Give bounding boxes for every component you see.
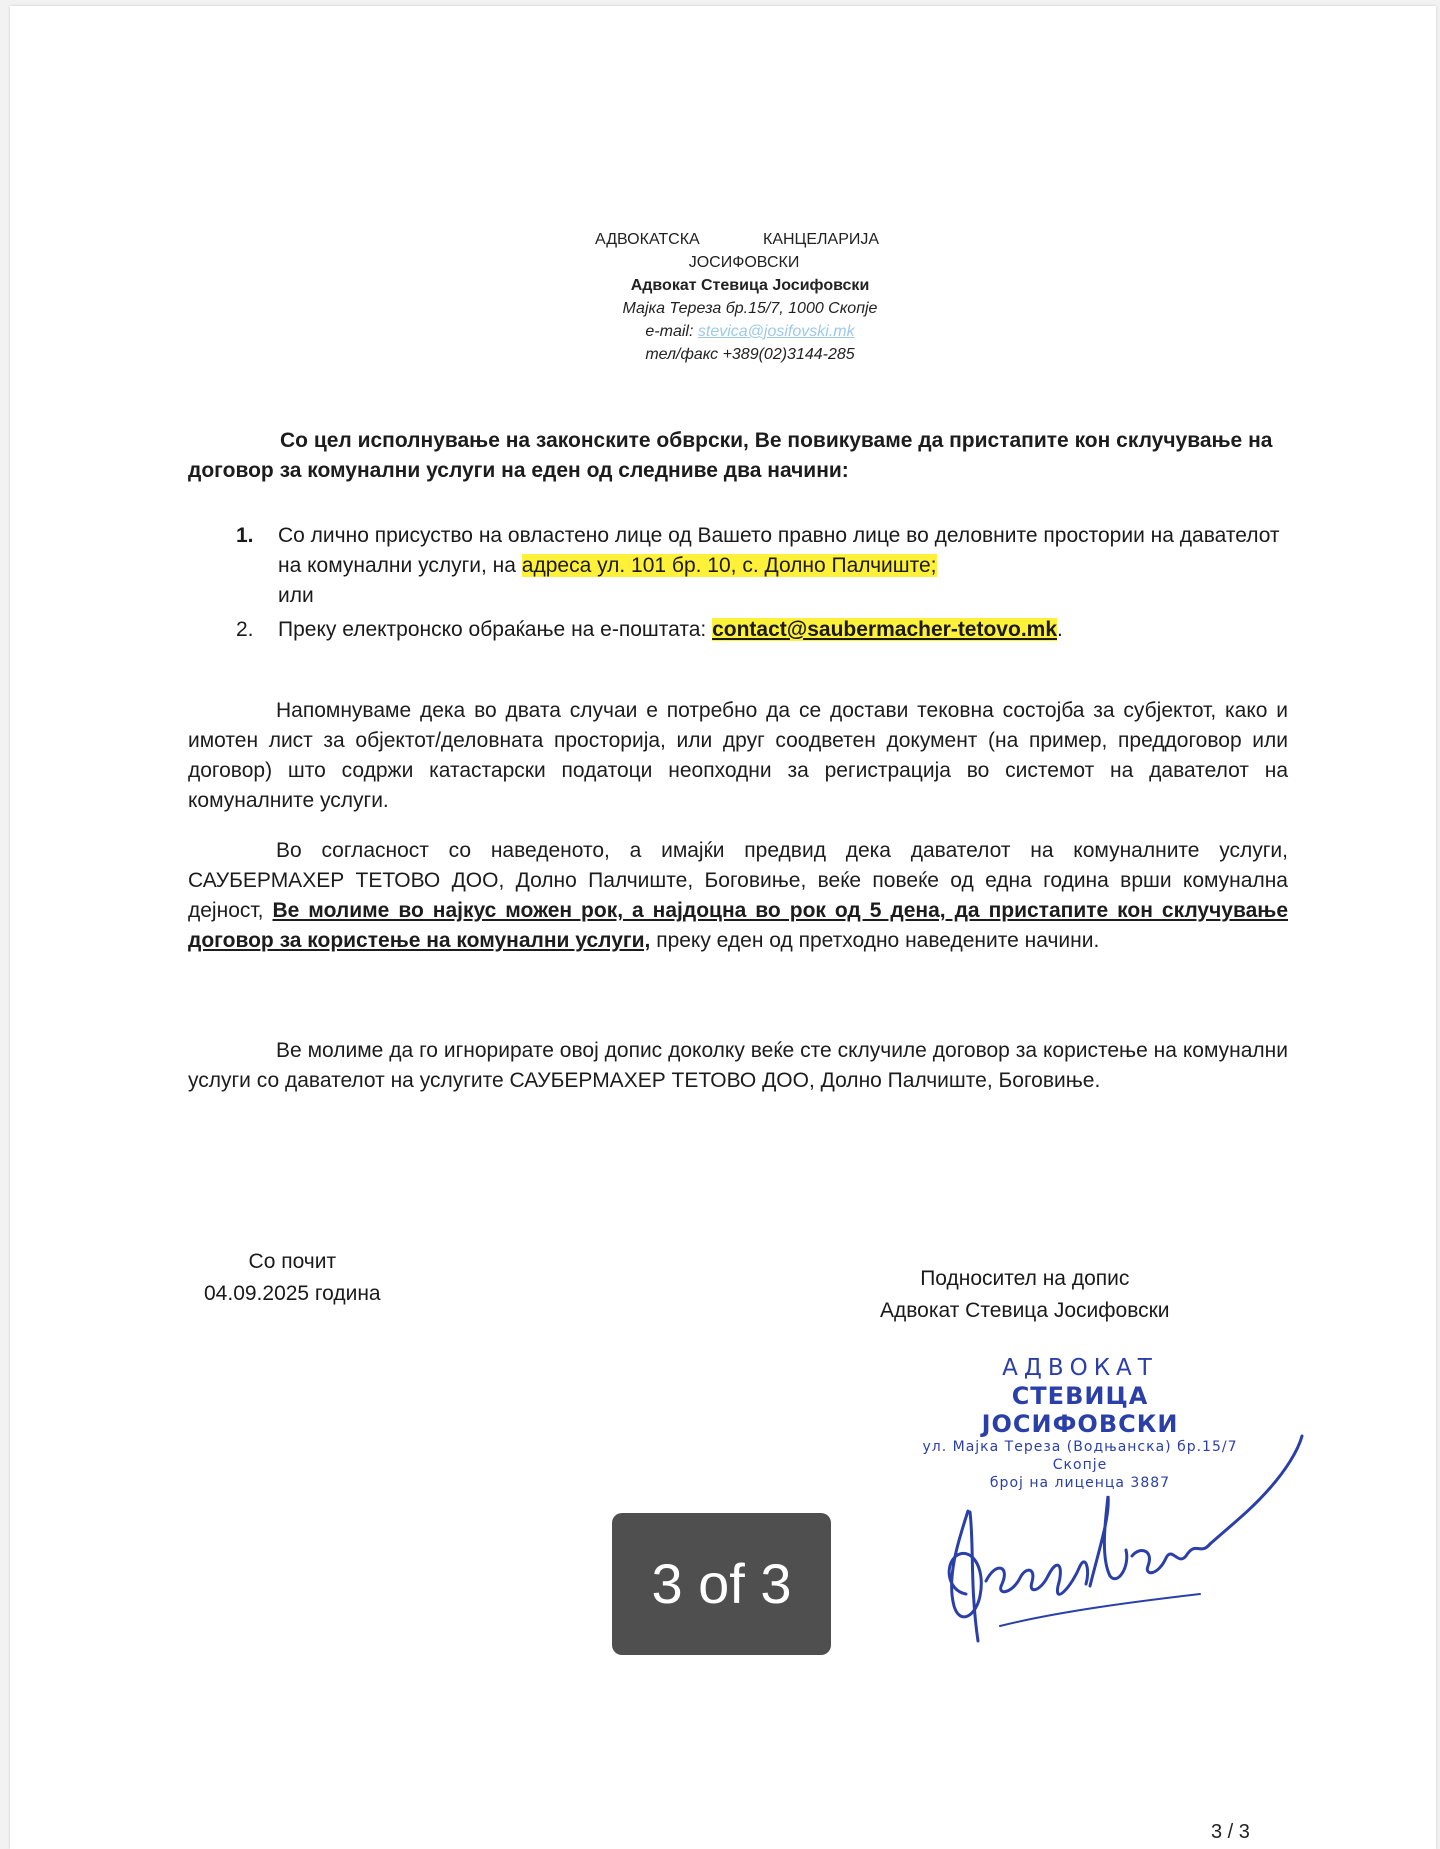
email-label: e-mail: (645, 323, 694, 340)
stamp-line2: СТЕВИЦА ЈОСИФОВСКИ (981, 1382, 1179, 1438)
stamp-line3: ул. Мајка Тереза (Водњанска) бр.15/7 (922, 1439, 1238, 1455)
email-link[interactable]: stevica@josifovski.mk (697, 323, 855, 340)
list-or: или (278, 584, 314, 607)
list-item (232, 615, 1292, 645)
list-number: 1. (236, 524, 254, 547)
highlighted-address: адреса ул. 101 бр. 10, с. Долно Палчиште; (521, 554, 937, 577)
closing-date: 04.09.2025 година (204, 1282, 381, 1305)
page-indicator-badge: 3 of 3 (612, 1513, 831, 1655)
closing-greeting: Со почит (248, 1250, 337, 1273)
stamp-line1: АДВОКАТ (1002, 1355, 1158, 1381)
closing-right (880, 1263, 1170, 1327)
page-number: 3 / 3 (1211, 1821, 1250, 1843)
letterhead-office-word1: АДВОКАТСКА (595, 231, 700, 248)
highlighted-email[interactable]: contact@saubermacher-tetovo.mk (712, 618, 1058, 641)
submitter-name: Адвокат Стевица Јосифовски (880, 1299, 1170, 1322)
submitter-label: Подносител на допис (920, 1267, 1130, 1290)
letterhead-email (10, 320, 1436, 343)
letterhead-office-name: ЈОСИФОВСКИ (688, 254, 800, 271)
letterhead-phone: тел/факс +389(02)3144-285 (645, 346, 855, 363)
document-page (10, 6, 1436, 1849)
paragraph-requirements (188, 696, 1288, 816)
closing-left (204, 1246, 381, 1310)
paragraph-ignore (188, 1036, 1288, 1096)
handwritten-signature (940, 1416, 1310, 1646)
paragraph2-before: Во согласност со наведеното, а имајќи предвид дека давателот на комуналните услуги, САУБЕРМАХЕР ТЕТОВО ДОО, Долно Палчиште, Боговиње, веќе повеќе од една година врши комунална дејност, (188, 839, 1288, 922)
letterhead-office-word2: КАНЦЕЛАРИЈА (763, 231, 880, 248)
paragraph3-text: Ве молиме да го игнорирате овој допис доколку веќе сте склучиле договор за користење на комунални услуги со давателот на услугите САУБЕРМАХЕР ТЕТОВО ДОО, Долно Палчиште, Боговиње. (188, 1039, 1288, 1092)
letterhead-lawyer: Адвокат Стевица Јосифовски (630, 277, 870, 294)
letterhead (10, 228, 1436, 366)
paragraph2-emphasis: Ве молиме во најкус можен рок, а најдоцна во рок од 5 дена, да пристапите кон склучување договор за користење на комунални услуги, (188, 899, 1288, 952)
paragraph2-after: преку еден од претходно наведените начини. (650, 929, 1100, 952)
intro-paragraph (188, 426, 1288, 486)
paragraph1-text: Напомнуваме дека во двата случаи е потребно да се достави тековна состојба за субјектот, како и имотен лист за објектот/деловната просторија, или друг соодветен документ (на пример, преддоговор или договор) што содржи катастарски податоци неопходни за регистрација во системот на давателот на комуналните услуги. (188, 699, 1288, 812)
list-text: Преку електронско обраќање на е-поштата: (278, 618, 713, 641)
intro-text: Со цел исполнување на законските обврски, Ве повикуваме да пристапите кон склучување на договор за комунални услуги на еден од следниве два начини: (188, 429, 1273, 482)
list-number: 2. (236, 618, 254, 641)
list-item (232, 521, 1292, 611)
stamp-line5: број на лиценца 3887 (989, 1475, 1171, 1491)
stamp-line4: Скопје (1052, 1457, 1108, 1473)
list-text: Со лично присуство на овластено лице од Вашето правно лице во деловните простории на давателот на комунални услуги, на (278, 524, 1280, 577)
letterhead-address: Мајка Тереза бр.15/7, 1000 Скопје (622, 300, 878, 317)
paragraph-request (188, 836, 1288, 956)
options-list (232, 521, 1292, 649)
list-period: . (1057, 618, 1063, 641)
